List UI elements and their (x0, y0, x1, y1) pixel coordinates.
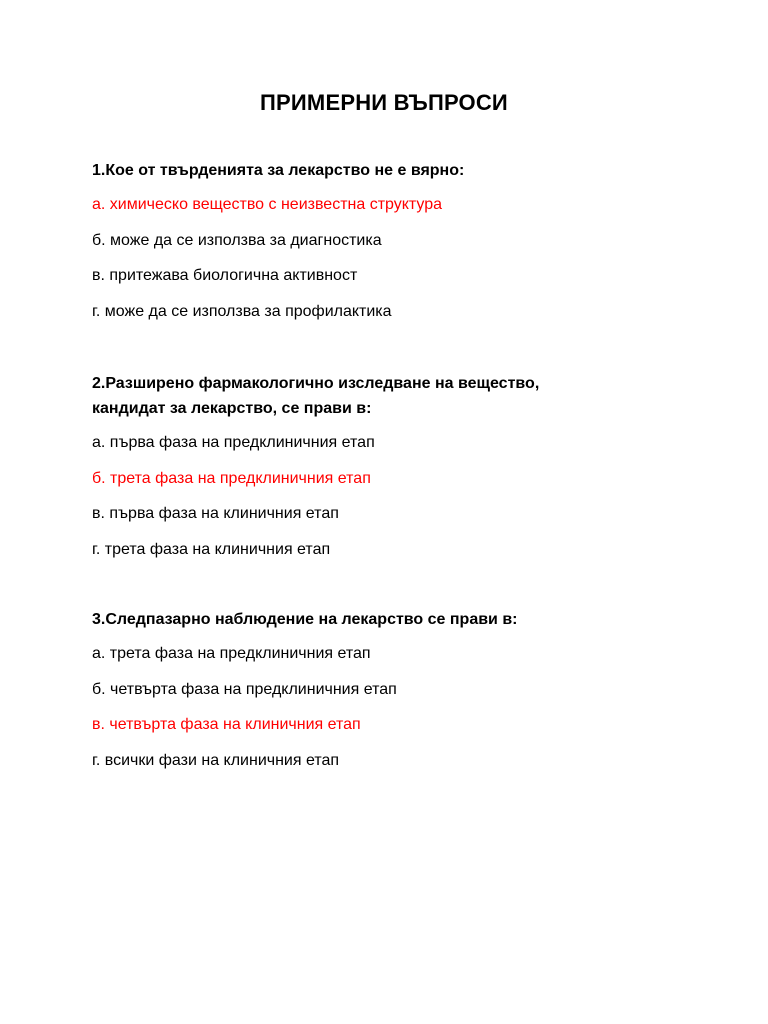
question-2-option-b: б. трета фаза на предклиничния етап (92, 469, 371, 487)
question-2-option-a: а. първа фаза на предклиничния етап (92, 434, 375, 451)
question-2-option-c: в. първа фаза на клиничния етап (92, 505, 339, 522)
question-3-option-b: б. четвърта фаза на предклиничния етап (92, 680, 397, 698)
question-3 (92, 607, 712, 771)
question-3-text: 3.Следпазарно наблюдение на лекарство се прави в: (92, 611, 518, 628)
question-1-options (92, 195, 712, 322)
question-2-option-d: г. трета фаза на клиничния етап (92, 540, 331, 558)
question-2-text (92, 371, 712, 421)
question-1-option-c: в. притежава биологична активност (92, 267, 358, 284)
question-2-text-line-2: кандидат за лекарство, се прави в: (92, 400, 372, 417)
question-1-text: 1.Кое от твърденията за лекарство не е вярно: (92, 162, 465, 179)
question-2-options (92, 433, 712, 560)
document-title: ПРИМЕРНИ ВЪПРОСИ (260, 90, 508, 115)
question-3-options (92, 644, 712, 771)
question-3-option-d: г. всички фази на клиничния етап (92, 751, 340, 769)
question-1-option-b: б. може да се използва за диагностика (92, 231, 382, 249)
question-2 (92, 371, 712, 560)
question-1 (92, 158, 712, 322)
question-1-option-d: г. може да се използва за профилактика (92, 302, 392, 320)
question-2-text-line-1: 2.Разширено фармакологично изследване на вещество, (92, 375, 540, 392)
question-1-option-a: а. химическо вещество с неизвестна структура (92, 196, 443, 213)
question-3-option-c: в. четвърта фаза на клиничния етап (92, 716, 361, 733)
question-3-option-a: а. трета фаза на предклиничния етап (92, 645, 371, 662)
